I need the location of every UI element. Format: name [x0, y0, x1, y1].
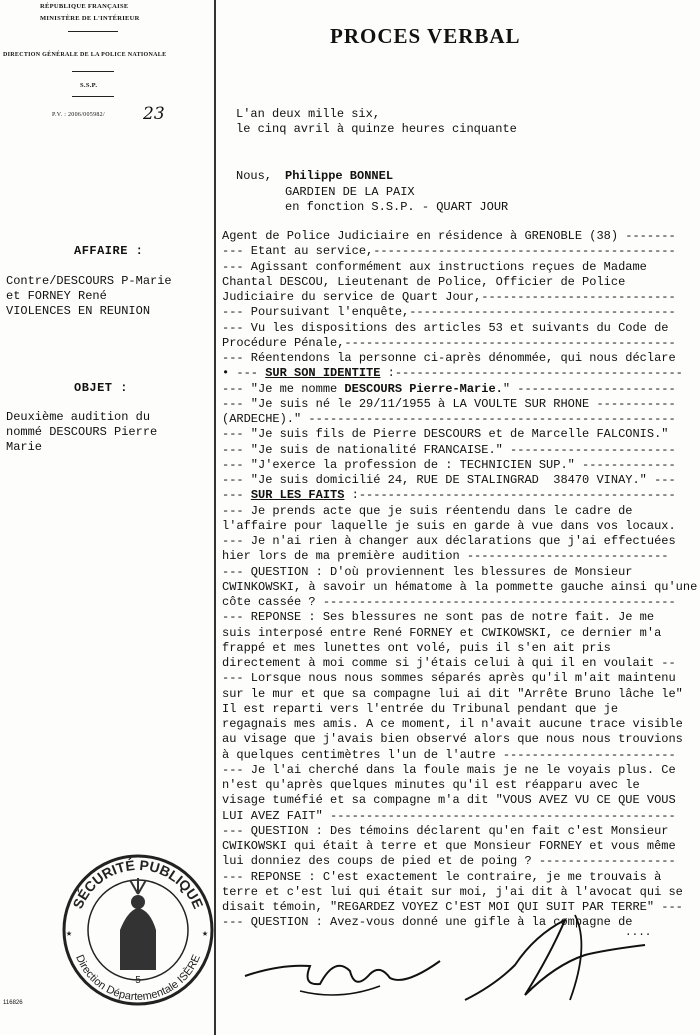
document-number: 116826	[3, 1000, 23, 1006]
statement-line: Procédure Pénale,----------------------------------------------	[222, 335, 676, 350]
officer-name: Philippe BONNEL	[285, 169, 394, 183]
statement-line: • --- SUR SON IDENTITE :----------------------------------------	[222, 366, 683, 381]
objet-line: Marie	[6, 440, 43, 454]
statement-line: visage tuméfié et sa compagne m'a dit "VOUS AVEZ VU CE QUE VOUS	[222, 793, 676, 808]
statement-line: (ARDECHE)." ---------------------------------------------------	[222, 412, 676, 426]
statement-line: directement à moi comme si j'étais celui à qui il en voulait --	[222, 656, 676, 670]
signature-icon	[455, 905, 655, 1015]
stamp-top-text: SÉCURITÉ PUBLIQUE	[69, 856, 207, 912]
objet-heading: OBJET :	[74, 381, 128, 395]
statement-line: frappé et mes lunettes ont volé, puis il s'en ait pris	[222, 640, 611, 655]
statement-line: --- "Je suis fils de Pierre DESCOURS et de Marcelle FALCONIS."	[222, 427, 669, 442]
statement-line: --- Réentendons la personne ci-après dénommée, qui nous déclare	[222, 351, 676, 365]
statement-line: --- Agissant conformément aux instructions reçues de Madame	[222, 259, 647, 274]
affaire-line: VIOLENCES EN REUNION	[6, 304, 151, 318]
nous-label: Nous,	[236, 169, 273, 183]
statement-line: --- Je l'ai cherché dans la foule mais je ne le voyais plus. Ce	[222, 762, 676, 777]
statement-line: hier lors de ma première audition ----------------------------	[222, 549, 669, 564]
affaire-line: Contre/DESCOURS P-Marie	[6, 274, 172, 288]
statement-line: --- REPONSE : Ses blessures ne sont pas de notre fait. Je me	[222, 610, 655, 625]
statement-line: --- "J'exerce la profession de : TECHNICIEN SUP." -------------	[222, 457, 676, 472]
stamp-number: 5	[135, 975, 141, 986]
statement-line: --- REPONSE : C'est exactement le contraire, je me trouvais à	[222, 869, 662, 884]
statement-line: terre et c'est lui qui était sur moi, j'ai dit à l'avocat qui se	[222, 884, 683, 899]
statement-line: --- Je prends acte que je suis réentendu dans le cadre de	[222, 503, 633, 518]
statement-line: --- "Je me nomme DESCOURS Pierre-Marie." ----------------------	[222, 381, 676, 396]
statement-line: côte cassée ? -------------------------------------------------	[222, 595, 676, 609]
objet-line: Deuxième audition du	[6, 410, 151, 424]
statement-line: --- Vu les dispositions des articles 53 et suivants du Code de	[222, 320, 669, 335]
statement-line: LUI AVEZ FAIT" ------------------------------------------------	[222, 808, 676, 823]
header-divider	[68, 31, 118, 32]
police-stamp-icon	[58, 850, 218, 1010]
unit-label: S.S.P.	[80, 82, 98, 89]
statement-line: sur le mur et que sa compagne lui ai dit "Arrête Bruno lâche le"	[222, 686, 683, 701]
objet-line: nommé DESCOURS Pierre	[6, 425, 158, 439]
header-divider	[72, 71, 114, 72]
statement-line: n'est qu'après quelques minutes qu'il est réapparu avec le	[222, 778, 640, 792]
direction-label: DIRECTION GÉNÉRALE DE LA POLICE NATIONALE	[3, 52, 167, 58]
statement-line: --- Lorsque nous nous sommes séparés après qu'il m'ait maintenu	[222, 671, 676, 686]
statement-body	[222, 229, 700, 931]
svg-text:★: ★	[202, 929, 209, 940]
statement-line: --- "Je suis domicilié 24, RUE DE STALINGRAD 38470 VINAY." ---	[222, 473, 676, 487]
statement-line: disait témoin, "REGARDEZ VOYEZ C'EST MOI QUI SUIT PAR TERRE" ---	[222, 900, 683, 914]
date-line-2: le cinq avril à quinze heures cinquante	[236, 122, 517, 136]
statement-line: CWINKOWSKI, à savoir un hématome à la pommette gauche ainsi qu'une	[222, 579, 698, 594]
officer-function: en fonction S.S.P. - QUART JOUR	[285, 200, 509, 214]
statement-line: --- QUESTION : Avez-vous donné une gifle à la compagne de	[222, 915, 633, 930]
affaire-heading: AFFAIRE :	[74, 244, 144, 258]
signature-icon	[240, 936, 450, 1006]
statement-line: regagnais mes amis. A ce moment, il n'avait aucune trace visible	[222, 717, 683, 731]
ministry-label: MINISTÈRE DE L'INTÉRIEUR	[40, 15, 140, 22]
statement-line: Agent de Police Judiciaire en résidence à GRENOBLE (38) -------	[222, 229, 676, 243]
affaire-line: et FORNEY René	[6, 289, 107, 303]
statement-line: l'affaire pour laquelle je suis en garde à vue dans vos locaux.	[222, 518, 676, 533]
statement-line: --- "Je suis de nationalité FRANCAISE." -----------------------	[222, 442, 676, 457]
statement-line: --- "Je suis né le 29/11/1955 à LA VOULTE SUR RHONE -----------	[222, 396, 676, 411]
statement-line: --- Etant au service,------------------------------------------	[222, 244, 676, 259]
statement-line: Judiciaire du service de Quart Jour,---------------------------	[222, 290, 676, 304]
statement-line: --- SUR LES FAITS :--------------------------------------------	[222, 488, 676, 503]
statement-line: au visage que j'avais bien observé alors que nous nous trouvions	[222, 732, 683, 747]
officer-rank: GARDIEN DE LA PAIX	[285, 185, 415, 199]
statement-line: --- QUESTION : D'où proviennent les blessures de Monsieur	[222, 564, 633, 579]
statement-line: à quelques centimètres l'un de l'autre ------------------------	[222, 747, 676, 762]
svg-text:....: ....	[625, 927, 652, 939]
pv-number: P.V. : 2006/005982/	[52, 112, 105, 118]
statement-line: suis interposé entre René FORNEY et CWIKOWSKI, ce dernier m'a	[222, 625, 662, 640]
date-line-1: L'an deux mille six,	[236, 107, 381, 121]
statement-line: Il est reparti vers l'entrée du Tribunal pendant que je	[222, 701, 619, 716]
statement-line: lui donniez des coups de pied et de poing ? -------------------	[222, 854, 676, 869]
statement-line: --- QUESTION : Des témoins déclarent qu'en fait c'est Monsieur	[222, 823, 669, 838]
header-divider	[72, 96, 114, 97]
stamp-bottom-text: Direction Départementale ISÈRE	[73, 953, 203, 1004]
svg-text:★: ★	[66, 929, 73, 940]
statement-line: CWIKOWSKI qui était à terre et que Monsieur FORNEY et vous même	[222, 839, 676, 853]
statement-line: --- Poursuivant l'enquête,-------------------------------------	[222, 305, 676, 320]
page-title: PROCES VERBAL	[330, 24, 521, 48]
statement-line: Chantal DESCOU, Lieutenant de Police, Officier de Police	[222, 274, 626, 289]
statement-line: --- Je n'ai rien à changer aux déclarations que j'ai effectuées	[222, 534, 676, 548]
republic-label: RÉPUBLIQUE FRANÇAISE	[40, 3, 129, 10]
pv-handwritten-number: 23	[143, 104, 165, 124]
